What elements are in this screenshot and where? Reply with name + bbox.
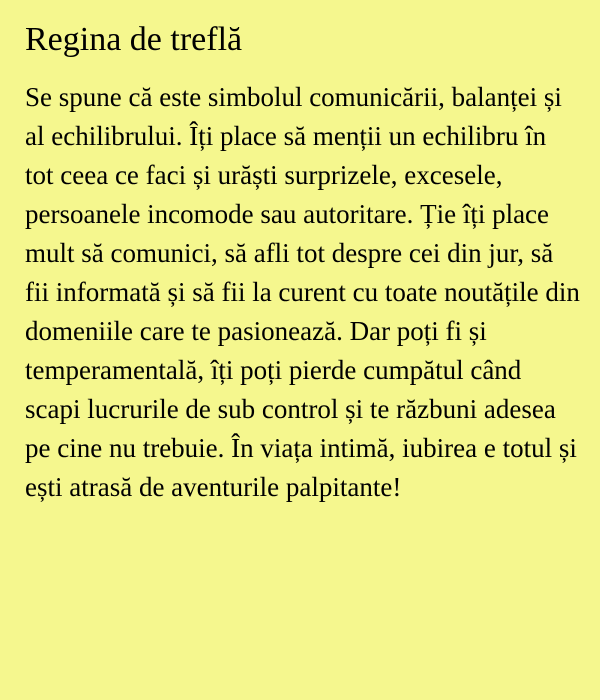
card-body-text: Se spune că este simbolul comunicării, balanței și al echilibrului. Îți place să menții un echilibru în tot ceea ce faci și urăști surprizele, excesele, persoanele incomode sau autoritare. Ție îți place mult să comunici, să afli tot despre cei din jur, să fii informată și să fii la curent cu toate noutățile din domeniile care te pasionează. Dar poți fi și temperamentală, îți poți pierde cumpătul când scapi lucrurile de sub control și te răzbuni adesea pe cine nu trebuie. În viața intimă, iubirea e totul și ești atrasă de aventurile palpitante! [25, 82, 580, 502]
card-title: Regina de treflă [25, 21, 243, 58]
